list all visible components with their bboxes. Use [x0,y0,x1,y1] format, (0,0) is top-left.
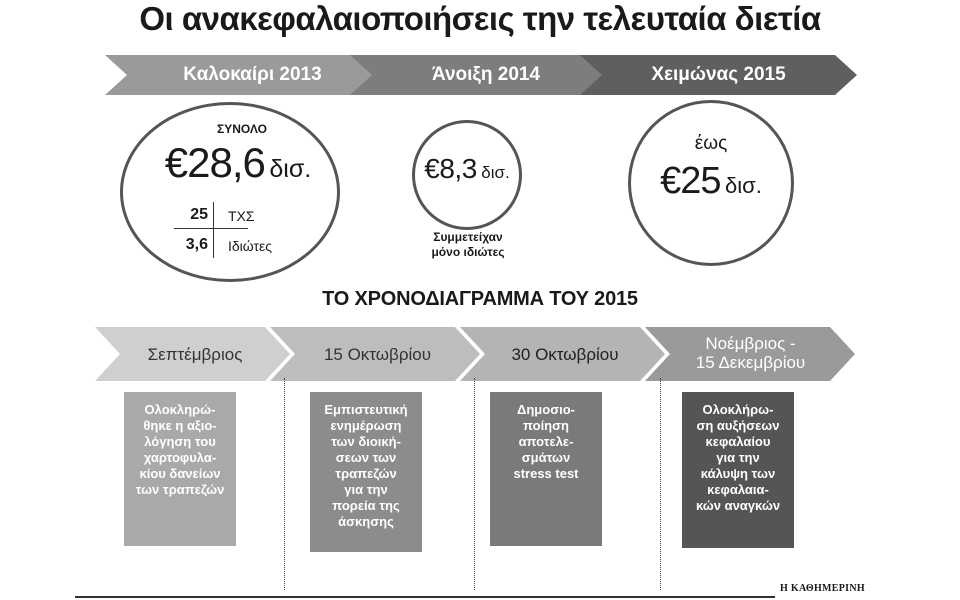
timeline-separator-1 [284,378,285,590]
timeline-box-4-line: κεφαλαια- [707,482,769,497]
breakdown-value-1: 25 [190,206,208,223]
winter-amount-unit: δισ. [725,173,762,198]
timeline-box-2-line: άσκησης [338,514,394,529]
timeline-box-1-line: χαρτοφυλα- [143,450,217,465]
timeline-box-4-line: Ολοκλήρω- [702,402,774,417]
timeline-label-4 [668,334,833,372]
total-label: ΣΥΝΟΛΟ [217,122,267,136]
timeline-label-4-line-2: 15 Δεκεμβρίου [695,353,806,372]
breakdown-label-2: Ιδιώτες [228,238,273,254]
total-amount-value: €28,6 [164,139,265,186]
timeline-box-1-line: κίου δανείων [139,466,221,481]
breakdown-label-1: ΤΧΣ [228,208,255,224]
timeline-label-4-line-1: Νοέμβριος - [705,334,796,353]
period-label-1: Καλοκαίρι 2013 [183,64,322,85]
timeline-box-3-line: ποίηση [523,418,569,433]
timeline-box-2-line: ενημέρωση [330,418,402,433]
winter-amount-value: €25 [660,160,721,202]
page-title: Οι ανακεφαλαιοποιήσεις την τελευταία διετία [139,0,821,37]
timeline-label-3: 30 Οκτωβρίου [511,345,619,364]
timeline-box-4-line: κών αναγκών [695,498,781,513]
breakdown-value-2: 3,6 [185,236,208,253]
period-label-3: Χειμώνας 2015 [651,64,786,85]
timeline-box-3-line: Δημοσιο- [517,402,575,417]
timeline-box-1-line: Ολοκληρώ- [144,402,216,417]
timeline-box-1-line: των τραπεζών [135,482,225,497]
timeline-box-2-line: Εμπιστευτική [324,402,408,417]
spring-amount [412,153,522,185]
timeline-box-2-line: πορεία της [332,498,400,513]
timeline-box-4 [682,392,794,548]
timeline-separator-3 [660,378,661,590]
winter-up-to-label: έως [694,133,728,154]
timeline-separator-2 [474,378,475,590]
winter-amount [636,160,786,203]
spring-amount-value: €8,3 [424,153,477,184]
timeline-box-4-line: κάλυψη των [700,466,776,481]
timeline-box-1-line: λόγηση του [144,434,216,449]
timeline-box-4-line: κεφαλαίου [705,434,771,449]
timeline-box-3-line: αποτελε- [518,434,574,449]
timeline-label-2: 15 Οκτωβρίου [323,345,432,364]
timeline-box-2-line: για την [344,482,388,497]
footer-rule [75,596,775,598]
timeline-box-3-line: σμάτων [521,450,571,465]
timeline-box-2-line: τραπεζών [335,466,397,481]
spring-note-line-1: Συμμετείχαν [433,230,503,244]
spring-note [400,230,536,260]
total-amount [128,139,348,187]
timeline-title: ΤΟ ΧΡΟΝΟΔΙΑΓΡΑΜΜΑ ΤΟΥ 2015 [322,288,638,310]
total-amount-unit: δισ. [269,155,312,183]
breakdown-divider [213,202,214,258]
timeline-box-4-line: ση αυξήσεων [696,418,780,433]
timeline-box-2-line: σεων των [335,450,397,465]
timeline-label-1: Σεπτέμβριος [147,345,243,364]
timeline-box-3-line: stress test [513,466,579,481]
timeline-box-2-line: των διοική- [331,434,401,449]
breakdown-rule [174,228,248,229]
spring-amount-unit: δισ. [481,163,510,182]
period-label-2: Άνοιξη 2014 [431,64,541,85]
timeline-box-1 [124,392,236,546]
timeline-box-1-line: θηκε η αξιο- [143,418,217,433]
spring-note-line-2: μόνο ιδιώτες [431,245,505,259]
source-credit: Η ΚΑΘΗΜΕΡΙΝΗ [780,583,865,594]
timeline-box-4-line: για την [716,450,760,465]
timeline-box-2 [310,392,422,552]
timeline-box-3 [490,392,602,546]
